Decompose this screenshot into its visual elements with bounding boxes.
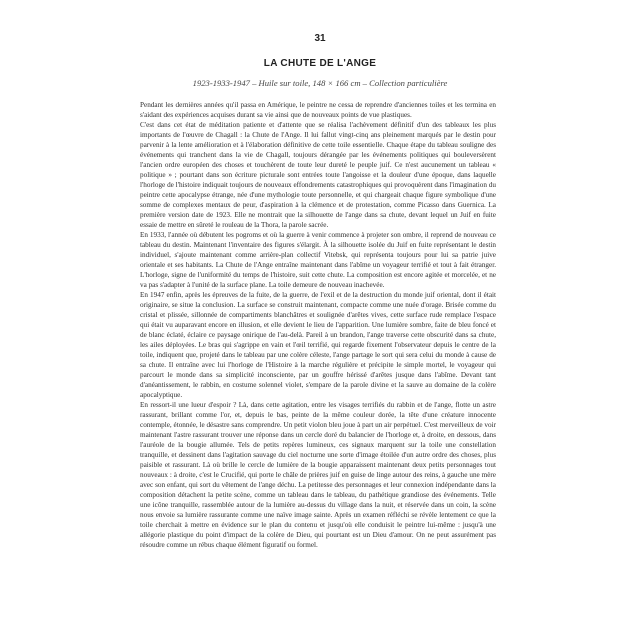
paragraph: En ressort-il une lueur d'espoir ? Là, dans cette agitation, entre les visages terrifiés du rabbin et de l'ange, flotte un astre rassurant, brillant comme l'or, et, depuis le bas, peinte de la même couleur dorée, la tête d'une créature innocente contemple, étonnée, le désastre sans comprendre. Un petit violon bleu joue à part un air perpétuel. C'est merveilleux de voir maintenant l'astre rassurant trouver une réponse dans un cercle doré du balancier de l'horloge et, à droite, en dessous, dans l'auréole de la bougie allumée. Tels de petits repères lumineux, ces signaux marquent sur la toile une constellation tranquille, et dessinent dans l'agitation sauvage du ciel nocturne une sorte d'image étoilée d'un autre ordre des choses, plus paisible et rassurant. Là où brille le cercle de lumière de la bougie apparaissent maintenant deux petits personnages tout nouveaux : à droite, c'est le Crucifié, qui porte le châle de prières juif en guise de linge autour des reins, à gauche une mère avec son enfant, qui sort du vêtement de l'ange déchu. La petitesse des personnages et leur connexion indépendante dans la composition détachent la petite scène, comme un tableau dans le tableau, du pathétique grandiose des événements. Telle une icône tranquille, rassemblée autour de la lumière au-dessus du village dans la nuit, et réservée dans un coin, la scène nous envoie sa lumière rassurante comme une naïve image sainte. Après un examen réfléchi se révèle lentement ce que la toile cherchait à mettre en évidence sur le plan du contenu et jusqu'où elle conduisit le peintre lui-même : jusqu'à une allégorie plastique du point d'impact de la colère de Dieu, qui pourtant est un Dieu d'amour. On ne peut assurément pas résoudre comme un rébus chaque élément figuratif ou formel. — [140, 401, 496, 549]
paragraph: En 1933, l'année où débutent les pogroms et où la guerre à venir commence à projeter son ombre, il reprend de nouveau ce tableau du destin. Maintenant l'inventaire des figures s'élargit. À la silhouette isolée du Juif en fuite représentant le destin individuel, s'ajoute maintenant comme arrière-plan collectif Vitebsk, qui représenta toujours pour lui sa patrie juive orientale et ses habitants. La Chute de l'Ange entraîne maintenant dans l'abîme un voyageur terrifié et tout à fait étranger. L'horloge, signe de l'uniformité du temps de l'histoire, suit cette chute. La composition est encore agitée et morcelée, et ne va pas s'adapter à l'unité de la surface plane. La toile demeure de nouveau inachevée. — [140, 231, 496, 289]
paragraph: En 1947 enfin, après les épreuves de la fuite, de la guerre, de l'exil et de la destruction du monde juif oriental, dont il était originaire, se situe la conclusion. La surface se construit maintenant, compacte comme une nuée d'orage. Brisée comme du cristal et plissée, sillonnée de compartiments blanchâtres et soulignée d'arêtes vives, cette surface rude remplace l'espace qui était vu auparavant encore en illusion, et elle devient le lieu de l'apparition. Une lumière sombre, faite de bleu foncé et de blanc éclaté, éclaire ce paysage onirique de l'au-delà. Pareil à un brandon, l'ange traverse cette obscurité dans sa chute, les ailes déployées. Le bras qui s'agrippe en vain et l'œil terrifié, qui regarde fixement l'observateur depuis le centre de la toile, indiquent que, projeté dans le tableau par une colère céleste, l'ange partage le sort qui sera celui du monde à cause de sa chute. Il entraîne avec lui l'horloge de l'Histoire à la marche régulière et précipite le simple mortel, le voyageur qui parcourt le monde dans sa simplicité inconsciente, par un gouffre hérissé d'arêtes jusque dans l'abîme. Devant tant d'anéantissement, le rabbin, en costume solennel violet, s'empare de la parole divine et la sauve au domaine de la colère apocalyptique. — [140, 291, 496, 399]
page-title: LA CHUTE DE L'ANGE — [263, 58, 377, 69]
paragraph: C'est dans cet état de méditation patiente et d'attente que se réalisa l'achèvement définitif d'un des tableaux les plus importants de l'œuvre de Chagall : la Chute de l'Ange. Il lui fallut vingt-cinq ans pleinement marqués par le destin pour parvenir à la lente amélioration et à l'élaboration définitive de cette toile essentielle. Chaque étape du tableau souligne des événements qui tranchent dans la vie de Chagall, toujours dérangée par les événements politiques qui bouleversèrent l'ancien ordre européen des choses et touchèrent de toute leur dureté le peuple juif. Ce n'est aucunement un tableau « politique » ; pourtant dans son écriture picturale sont entrées toute l'angoisse et la douleur d'une époque, dans laquelle l'horloge de l'histoire indiquait toujours de nouveaux effondrements catastrophiques qui provoquèrent dans l'imagination du peintre cette apocalypse étrange, née d'une mythologie toute personnelle, et qui chargeait chaque figure symbolique d'une somme de complexes mentaux de peur, d'aspiration à la clémence et de protestation, comme Picasso dans Guernica. La première version date de 1923. Elle ne montrait que la silhouette de l'ange dans sa chute, devant lequel un Juif en fuite essaie de mettre en sûreté le rouleau de la Thora, la parole sacrée. — [140, 121, 496, 229]
body-text — [140, 100, 496, 550]
paragraph: Pendant les dernières années qu'il passa en Amérique, le peintre ne cessa de reprendre d'anciennes toiles et les termina en s'aidant des expériences acquises durant sa vie ainsi que de nouveaux points de vue plastiques. — [140, 101, 496, 119]
page-number: 31 — [314, 33, 326, 44]
artwork-caption: 1923-1933-1947 – Huile sur toile, 148 × 166 cm – Collection particulière — [192, 78, 448, 88]
